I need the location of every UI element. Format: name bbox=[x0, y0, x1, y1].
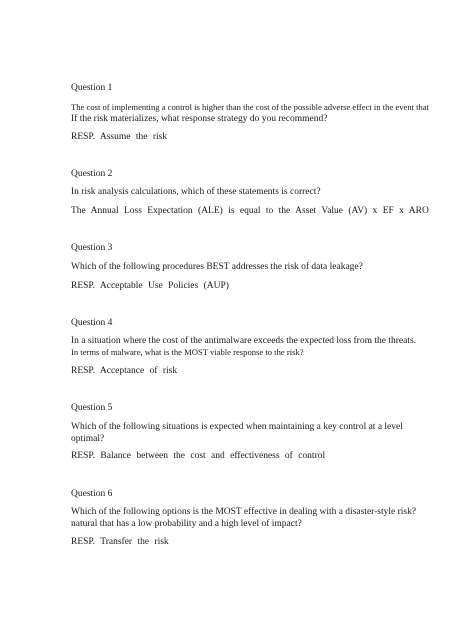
question-text-line: optimal? bbox=[71, 434, 105, 444]
question-text-line: natural that has a low probability and a high level of impact? bbox=[71, 519, 302, 529]
question-text-line: If the risk materializes, what response strategy do you recommend? bbox=[71, 114, 328, 124]
question-text-line: In terms of malware, what is the MOST viable response to the risk? bbox=[71, 347, 304, 357]
question-heading: Question 1 bbox=[71, 83, 113, 93]
question-text-line: Which of the following procedures BEST addresses the risk of data leakage? bbox=[71, 262, 363, 272]
answer: RESP. Acceptance of risk bbox=[71, 366, 178, 376]
answer: RESP. Acceptable Use Policies (AUP) bbox=[71, 281, 229, 291]
answer: RESP. Transfer the risk bbox=[71, 537, 169, 547]
question-heading: Question 4 bbox=[71, 318, 113, 328]
answer: RESP. Assume the risk bbox=[71, 132, 168, 142]
question-text-line: Which of the following situations is expected when maintaining a key control at a level bbox=[71, 422, 403, 432]
question-heading: Question 5 bbox=[71, 403, 113, 413]
answer: RESP. Balance between the cost and effectiveness of control bbox=[71, 451, 326, 461]
question-text-line: Which of the following options is the MOST effective in dealing with a disaster-style risk? bbox=[71, 507, 417, 517]
question-text-line: In risk analysis calculations, which of these statements is correct? bbox=[71, 187, 321, 197]
question-text-line: In a situation where the cost of the antimalware exceeds the expected loss from the threats. bbox=[71, 336, 417, 346]
question-heading: Question 6 bbox=[71, 489, 113, 499]
question-heading: Question 3 bbox=[71, 243, 113, 253]
answer: The Annual Loss Expectation (ALE) is equal to the Asset Value (AV) x EF x ARO bbox=[71, 206, 429, 216]
question-text-line: The cost of implementing a control is higher than the cost of the possible adverse effect in the event that bbox=[71, 102, 430, 112]
question-heading: Question 2 bbox=[71, 169, 113, 179]
